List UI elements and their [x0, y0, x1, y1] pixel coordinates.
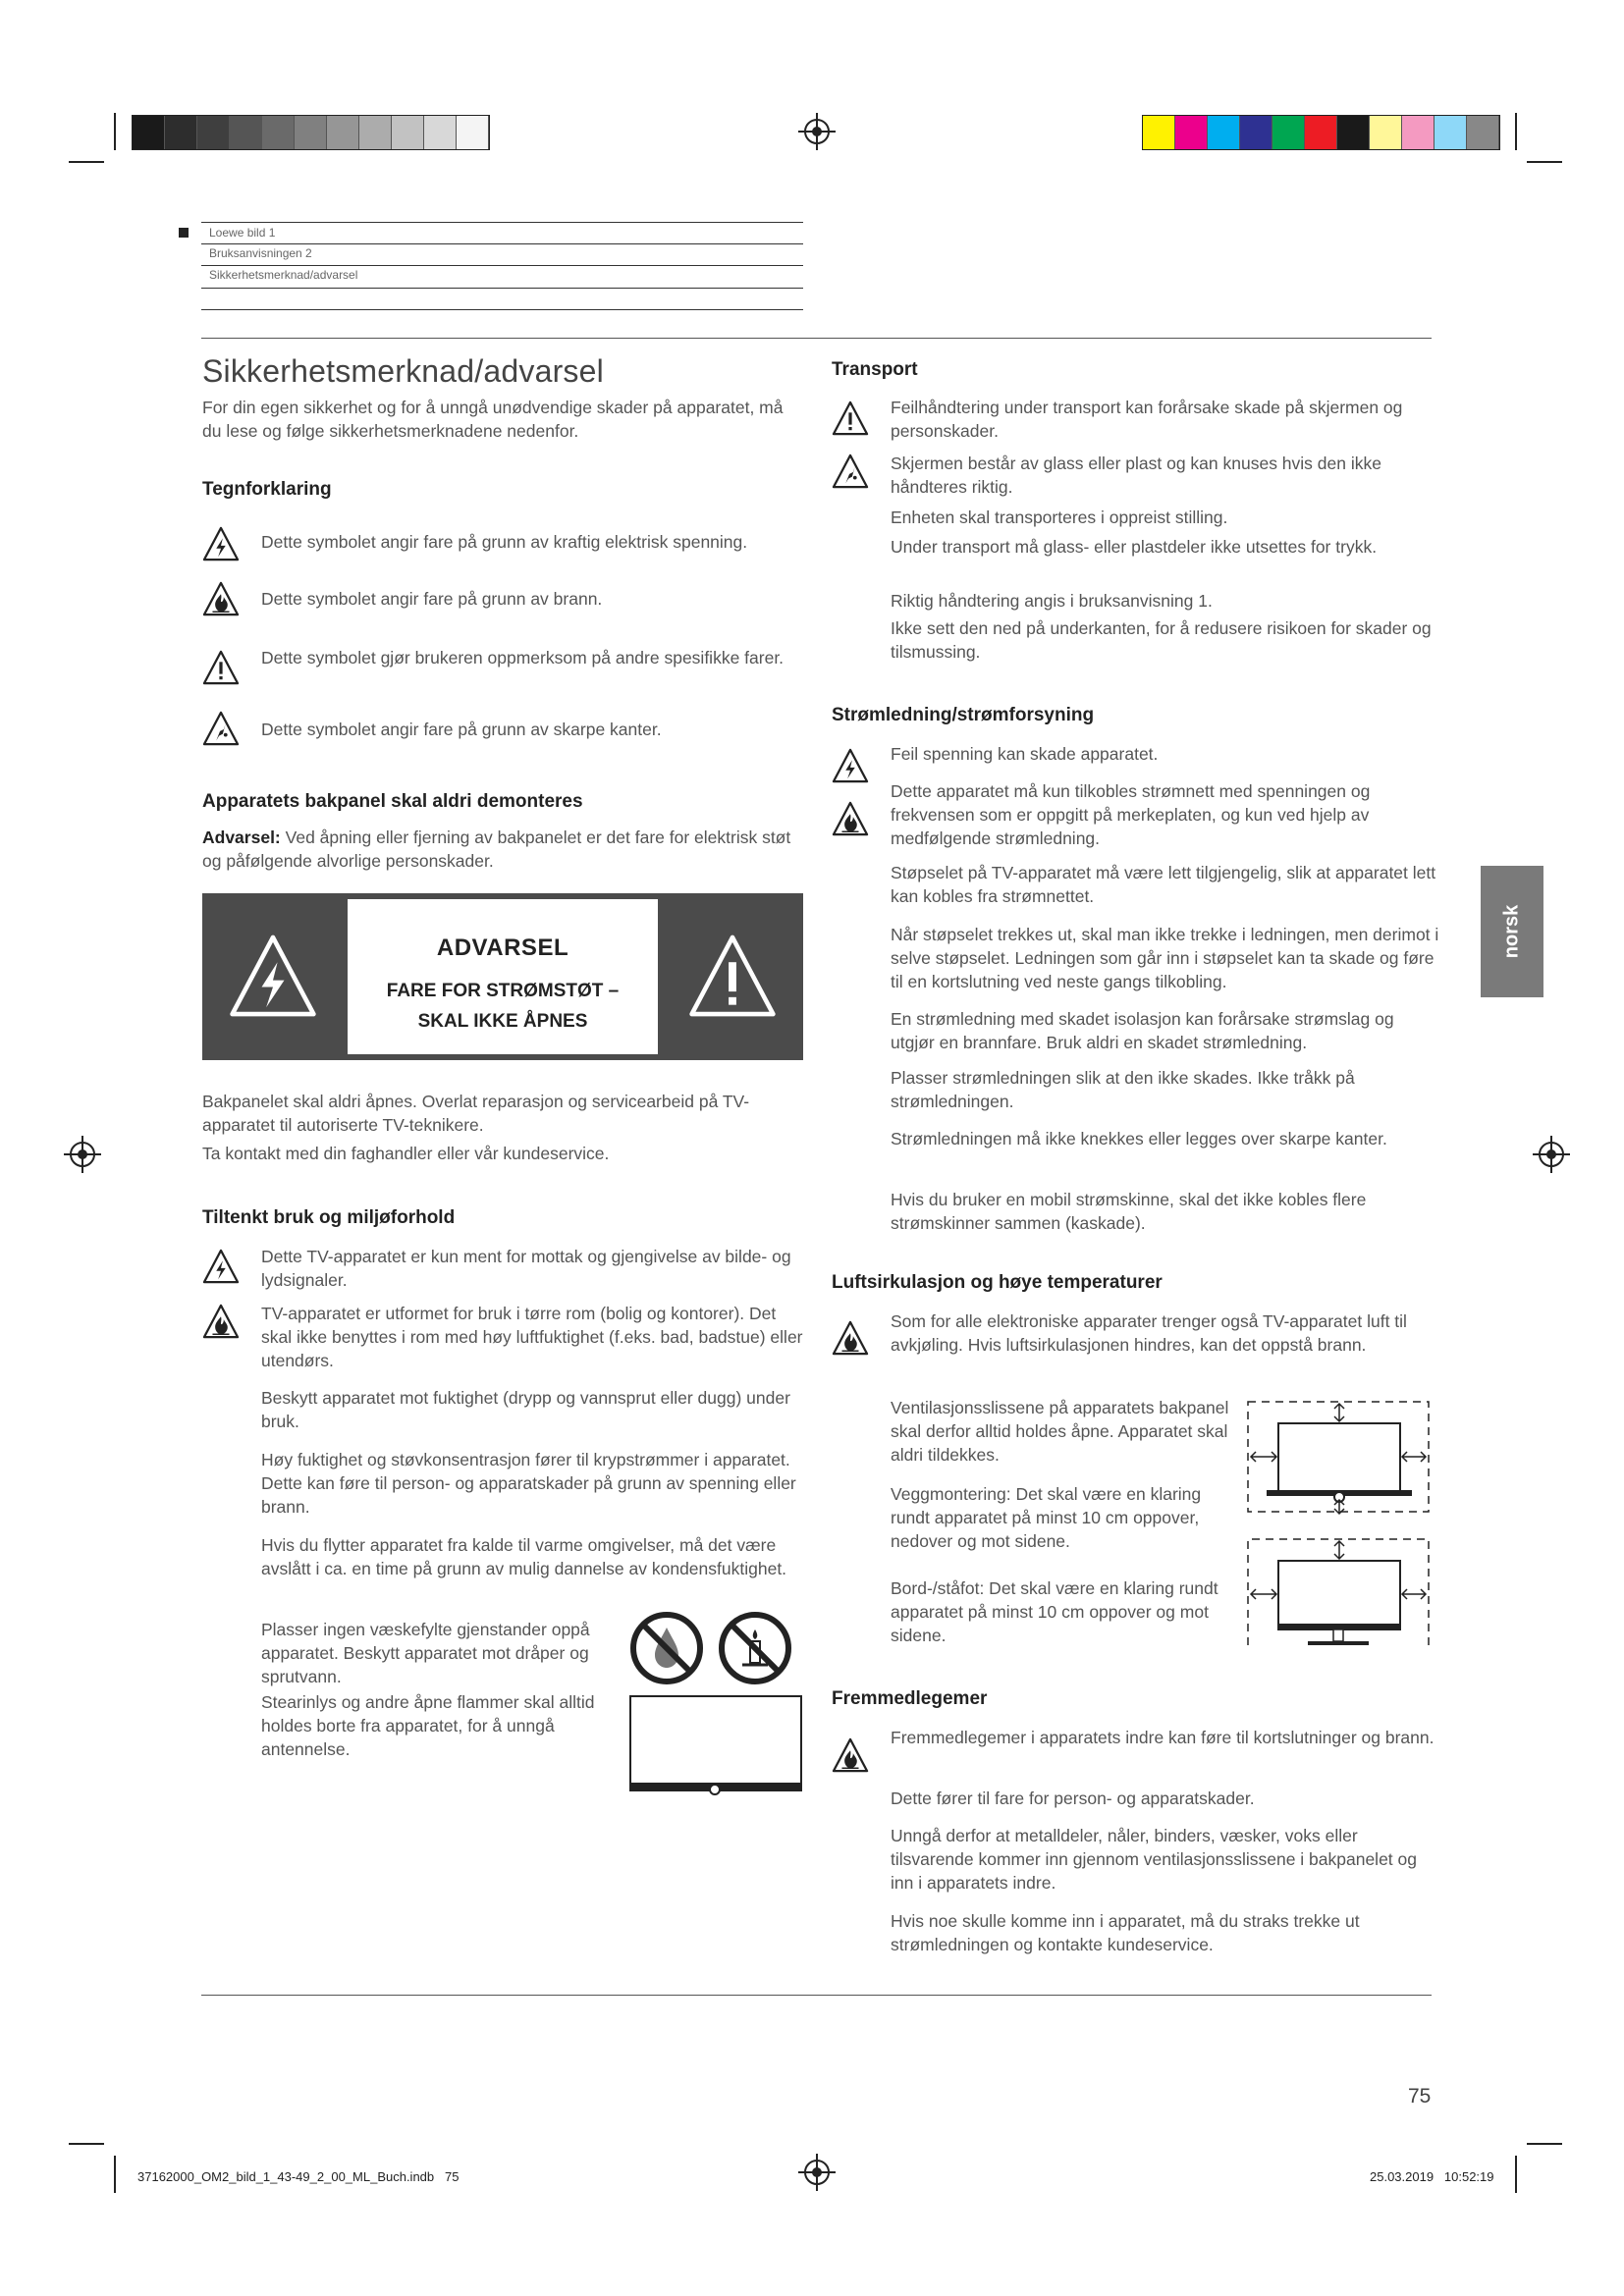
intended-use-text: Høy fuktighet og støvkonsentrasjon fører til krypstrømmer i apparatet. Dette kan føre til person- og apparatskader på grunn av spenning eller brann. [261, 1450, 796, 1517]
crop-mark [114, 2156, 116, 2193]
crop-mark [114, 113, 116, 150]
breadcrumb-item[interactable]: Sikkerhetsmerknad/advarsel [209, 268, 358, 282]
warning-line-1: FARE FOR STRØMSTØT – [386, 981, 620, 1001]
footer-file-info: 37162000_OM2_bild_1_43-49_2_00_ML_Buch.indb 75 [137, 2169, 460, 2184]
fire-warning-icon [832, 1737, 869, 1773]
breadcrumb-rule [201, 243, 803, 244]
breadcrumb-rule [201, 222, 803, 223]
tv-illustration [628, 1694, 803, 1800]
legend-voltage-text: Dette symbolet angir fare på grunn av kraftig elektrisk spenning. [261, 532, 748, 552]
legend-heading: Tegnforklaring [202, 479, 332, 500]
high-voltage-warning-icon [202, 526, 240, 561]
warning-title: ADVARSEL [436, 934, 569, 961]
crop-mark [69, 2143, 104, 2145]
backpanel-warning-label: Advarsel: [202, 828, 281, 847]
no-liquids-icon [628, 1610, 705, 1686]
backpanel-heading: Apparatets bakpanel skal aldri demonteres [202, 791, 583, 812]
transport-text: Ikke sett den ned på underkanten, for å redusere risikoen for skader og tilsmussing. [891, 618, 1432, 662]
intended-use-text: Beskytt apparatet mot fuktighet (drypp og vannsprut eller dugg) under bruk. [261, 1388, 790, 1431]
breadcrumb-item[interactable]: Bruksanvisningen 2 [209, 246, 312, 260]
intro-text: For din egen sikkerhet og for å unngå unødvendige skader på apparatet, må du lese og følge sikkerhetsmerknadene nedenfor. [202, 398, 784, 441]
registration-mark-icon [804, 2160, 830, 2185]
transport-heading: Transport [832, 359, 918, 380]
warning-subtitle [348, 976, 658, 1037]
power-text: Feil spenning kan skade apparatet. [891, 744, 1159, 764]
transport-text: Riktig håndtering angis i bruksanvisning 1. [891, 591, 1213, 611]
intended-use-heading: Tiltenkt bruk og miljøforhold [202, 1207, 456, 1228]
foreign-objects-text: Unngå derfor at metalldeler, nåler, binders, væsker, voks eller tilsvarende kommer inn gjennom ventilasjonsslissene i bakpanelet og inn i apparatets indre. [891, 1826, 1417, 1893]
crop-mark [69, 161, 104, 163]
foreign-objects-text: Fremmedlegemer i apparatets indre kan føre til kortslutninger og brann. [891, 1728, 1435, 1747]
backpanel-contact-text: Ta kontakt med din faghandler eller vår kundeservice. [202, 1144, 610, 1163]
ventilation-text: Veggmontering: Det skal være en klaring rundt apparatet på minst 10 cm oppover, nedover og mot sidene. [891, 1484, 1202, 1551]
high-voltage-warning-icon [202, 1249, 240, 1284]
foreign-objects-text: Dette fører til fare for person- og apparatskader. [891, 1789, 1255, 1808]
registration-mark-icon [70, 1142, 95, 1167]
general-warning-icon [832, 400, 869, 436]
page-number: 75 [1408, 2085, 1432, 2108]
registration-mark-icon [1539, 1142, 1564, 1167]
crop-mark [1515, 2156, 1517, 2193]
foreign-objects-text: Hvis noe skulle komme inn i apparatet, må du straks trekke ut strømledningen og kontakte kundeservice. [891, 1911, 1360, 1954]
warning-line-2: SKAL IKKE ÅPNES [417, 1011, 588, 1032]
transport-text: Under transport må glass- eller plastdeler ikke utsettes for trykk. [891, 537, 1378, 557]
breadcrumb-rule [201, 309, 803, 310]
general-warning-icon [202, 650, 240, 685]
power-text: Dette apparatet må kun tilkobles strømnett med spenningen og frekvensen som er oppgitt på merkeplaten, og kun ved hjelp av medfølgende strømledning. [891, 781, 1371, 848]
legend-fire-text: Dette symbolet angir fare på grunn av brann. [261, 589, 603, 609]
left-column [202, 353, 805, 443]
warning-box [202, 893, 803, 1060]
crop-mark [1527, 2143, 1562, 2145]
gray-calibration-bar [132, 115, 490, 150]
registration-mark-icon [804, 119, 830, 144]
table-stand-clearance-diagram [1247, 1535, 1430, 1649]
power-text: Når støpselet trekkes ut, skal man ikke trekke i ledningen, men derimot i selve støpselet. Ledningen som går inn i støpselet kan ta skade og føre til en kortslutning ved neste gangs tilkobling. [891, 925, 1439, 991]
sharp-edges-warning-icon [832, 454, 869, 489]
language-tab-label: norsk [1500, 904, 1523, 959]
warning-box-label [348, 899, 658, 1054]
page-title: Sikkerhetsmerknad/advarsel [202, 353, 604, 389]
ventilation-text: Bord-/ståfot: Det skal være en klaring rundt apparatet på minst 10 cm oppover og mot sidene. [891, 1578, 1218, 1645]
power-text: Plasser strømledningen slik at den ikke skades. Ikke tråkk på strømledningen. [891, 1068, 1355, 1111]
legend-sharp-text: Dette symbolet angir fare på grunn av skarpe kanter. [261, 720, 662, 739]
intended-use-text: Stearinlys og andre åpne flammer skal alltid holdes borte fra apparatet, for å unngå antennelse. [261, 1692, 595, 1759]
no-open-flame-icon [717, 1610, 793, 1686]
power-heading: Strømledning/strømforsyning [832, 705, 1095, 725]
power-text: En strømledning med skadet isolasjon kan forårsake strømslag og utgjør en brannfare. Bruk aldri en skadet strømledning. [891, 1009, 1394, 1052]
breadcrumb-bullet [179, 228, 189, 238]
footer-date: 25.03.2019 10:52:19 [1370, 2169, 1494, 2184]
crop-mark [1515, 113, 1517, 150]
power-text: Støpselet på TV-apparatet må være lett tilgjengelig, slik at apparatet lett kan kobles fra strømnettet. [891, 863, 1436, 906]
power-text: Strømledningen må ikke knekkes eller legges over skarpe kanter. [891, 1129, 1387, 1148]
intended-use-text: TV-apparatet er utformet for bruk i tørre rom (bolig og kontorer). Det skal ikke benyttes i rom med høy luftfuktighet (f.eks. bad, badstue) eller utendørs. [261, 1304, 803, 1370]
fire-warning-icon [832, 801, 869, 836]
foreign-objects-heading: Fremmedlegemer [832, 1688, 988, 1709]
top-rule [201, 338, 1432, 339]
ventilation-text: Som for alle elektroniske apparater trenger også TV-apparatet luft til avkjøling. Hvis luftsirkulasjonen hindres, kan det oppstå brann. [891, 1311, 1407, 1355]
intended-use-text: Hvis du flytter apparatet fra kalde til varme omgivelser, må det være avslått i ca. en time på grunn av mulig dannelse av kondensfuktighet. [261, 1535, 787, 1578]
general-warning-icon [687, 933, 778, 1019]
high-voltage-warning-icon [832, 748, 869, 783]
transport-text: Skjermen består av glass eller plast og kan knuses hvis den ikke håndteres riktig. [891, 454, 1381, 497]
ventilation-heading: Luftsirkulasjon og høye temperaturer [832, 1272, 1163, 1293]
transport-text: Feilhåndtering under transport kan forårsake skade på skjermen og personskader. [891, 398, 1403, 441]
fire-warning-icon [202, 581, 240, 616]
breadcrumb-rule [201, 288, 803, 289]
power-text: Hvis du bruker en mobil strømskinne, skal det ikke kobles flere strømskinner sammen (kaskade). [891, 1190, 1367, 1233]
crop-mark [1527, 161, 1562, 163]
backpanel-warning-body: Ved åpning eller fjerning av bakpanelet er det fare for elektrisk støt og påfølgende alvorlige personskader. [202, 828, 791, 871]
intended-use-text: Dette TV-apparatet er kun ment for mottak og gjengivelse av bilde- og lydsignaler. [261, 1247, 791, 1290]
color-calibration-bar [1142, 115, 1500, 150]
breadcrumb-item[interactable]: Loewe bild 1 [209, 226, 276, 240]
legend-general-text: Dette symbolet gjør brukeren oppmerksom på andre spesifikke farer. [261, 648, 785, 667]
fire-warning-icon [202, 1304, 240, 1339]
language-tab[interactable] [1481, 866, 1543, 997]
high-voltage-warning-icon [228, 933, 318, 1019]
wall-mount-clearance-diagram [1247, 1398, 1430, 1516]
intended-use-text: Plasser ingen væskefylte gjenstander oppå apparatet. Beskytt apparatet mot dråper og sprutvann. [261, 1620, 590, 1686]
transport-text: Enheten skal transporteres i oppreist stilling. [891, 507, 1228, 527]
bottom-rule [201, 1995, 1432, 1996]
breadcrumb-rule [201, 265, 803, 266]
ventilation-text: Ventilasjonsslissene på apparatets bakpanel skal derfor alltid holdes åpne. Apparatet skal aldri tildekkes. [891, 1398, 1229, 1465]
sharp-edges-warning-icon [202, 711, 240, 746]
fire-warning-icon [832, 1320, 869, 1356]
backpanel-paragraph: Bakpanelet skal aldri åpnes. Overlat reparasjon og servicearbeid på TV-apparatet til autoriserte TV-teknikere. [202, 1092, 750, 1135]
backpanel-warning-text [202, 826, 805, 873]
